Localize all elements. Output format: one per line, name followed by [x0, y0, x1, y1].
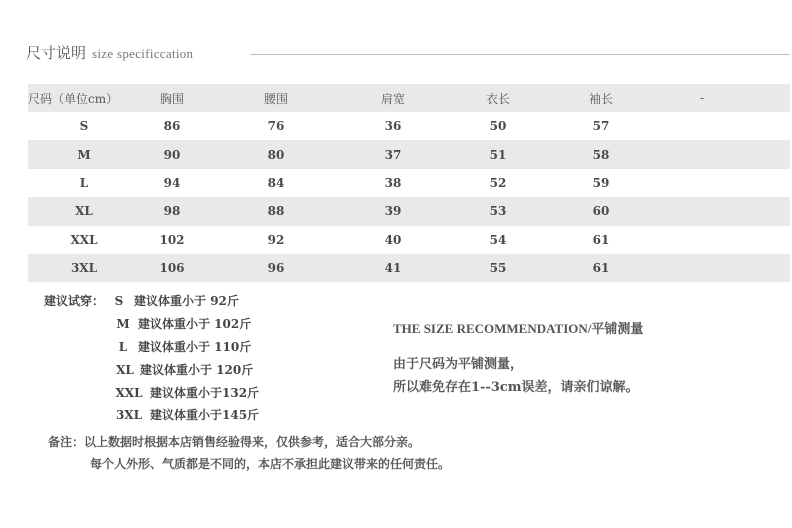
recommendation-line-2: 所以难免存在1--3cm误差，请亲们谅解。 — [393, 380, 639, 395]
note-line-1: 备注：以上数据时根据本店销售经验得来，仅供参考，适合大部分亲。 — [48, 435, 421, 449]
suggestion-text: 建议体重小于132斤 — [150, 386, 260, 400]
size-table — [28, 84, 790, 282]
suggestion-label: 建议试穿： — [44, 294, 105, 308]
sleeve-cell: 59 — [592, 175, 610, 190]
chest-cell: 94 — [163, 175, 181, 190]
length-cell: 50 — [489, 119, 507, 134]
sleeve-cell: 58 — [592, 147, 610, 162]
size-cell: XXL — [70, 232, 98, 247]
length-cell: 51 — [489, 147, 507, 162]
length-cell: 54 — [489, 232, 507, 247]
shoulder-cell: 36 — [384, 119, 402, 134]
title-en: size specificcation — [92, 46, 194, 61]
length-cell: 52 — [489, 175, 507, 190]
table-row — [28, 169, 790, 197]
shoulder-cell: 39 — [384, 204, 402, 219]
header-waist: 腰围 — [263, 91, 288, 106]
shoulder-cell: 41 — [384, 261, 402, 276]
table-header-row — [28, 84, 790, 112]
header-shoulder: 肩宽 — [380, 91, 405, 106]
suggestion-text: 建议体重小于 120斤 — [140, 363, 254, 377]
size-cell: 3XL — [70, 261, 98, 276]
shoulder-cell: 37 — [384, 147, 402, 162]
suggestion-row — [114, 384, 259, 401]
table-row — [28, 197, 790, 225]
suggestion-size: L — [118, 340, 128, 354]
sleeve-cell: 61 — [592, 232, 610, 247]
chest-cell: 98 — [163, 204, 181, 219]
suggestion-text: 建议体重小于 110斤 — [138, 340, 252, 354]
size-cell: L — [79, 175, 89, 190]
header-chest: 胸围 — [159, 91, 184, 106]
header-size: 尺码（单位cm） — [28, 91, 119, 106]
shoulder-cell: 40 — [384, 232, 402, 247]
suggestion-row — [110, 361, 253, 378]
chest-cell: 106 — [159, 261, 185, 276]
suggestion-text: 建议体重小于 92斤 — [134, 294, 239, 308]
waist-cell: 80 — [267, 147, 285, 162]
table-row — [28, 226, 790, 254]
waist-cell: 88 — [267, 204, 285, 219]
header-length: 衣长 — [485, 91, 510, 106]
page-title — [26, 42, 193, 63]
title-divider — [250, 54, 790, 55]
suggestion-text: 建议体重小于145斤 — [150, 408, 260, 422]
waist-cell: 92 — [267, 232, 285, 247]
suggestion-size: M — [116, 317, 130, 331]
suggestion-size: XXL — [115, 386, 143, 400]
chest-cell: 90 — [163, 147, 181, 162]
shoulder-cell: 38 — [384, 175, 402, 190]
length-cell: 53 — [489, 204, 507, 219]
suggestion-row — [108, 338, 251, 355]
header-sleeve: 袖长 — [588, 91, 613, 106]
length-cell: 55 — [489, 261, 507, 276]
suggestion-row — [44, 292, 239, 309]
suggestion-size: 3XL — [115, 408, 143, 422]
size-cell: XL — [75, 204, 93, 219]
title-cn: 尺寸说明 — [26, 44, 87, 62]
waist-cell: 96 — [267, 261, 285, 276]
waist-cell: 84 — [267, 175, 285, 190]
table-row — [28, 112, 790, 140]
chest-cell: 102 — [159, 232, 185, 247]
recommendation-title: THE SIZE RECOMMENDATION/平铺测量 — [393, 321, 644, 336]
suggestion-size: S — [114, 294, 124, 308]
suggestion-row — [108, 315, 251, 332]
header-extra: - — [699, 91, 705, 105]
sleeve-cell: 57 — [592, 119, 610, 134]
suggestion-row — [114, 406, 259, 423]
suggestion-text: 建议体重小于 102斤 — [138, 317, 252, 331]
suggestion-size: XL — [116, 363, 134, 377]
table-row — [28, 254, 790, 282]
size-cell: M — [77, 147, 91, 162]
waist-cell: 76 — [267, 119, 285, 134]
sleeve-cell: 61 — [592, 261, 610, 276]
table-row — [28, 140, 790, 168]
chest-cell: 86 — [163, 119, 181, 134]
sleeve-cell: 60 — [592, 204, 610, 219]
size-cell: S — [79, 119, 89, 134]
note-line-2: 每个人外形、气质都是不同的，本店不承担此建议带来的任何责任。 — [90, 457, 451, 471]
recommendation-line-1: 由于尺码为平铺测量， — [393, 357, 524, 372]
